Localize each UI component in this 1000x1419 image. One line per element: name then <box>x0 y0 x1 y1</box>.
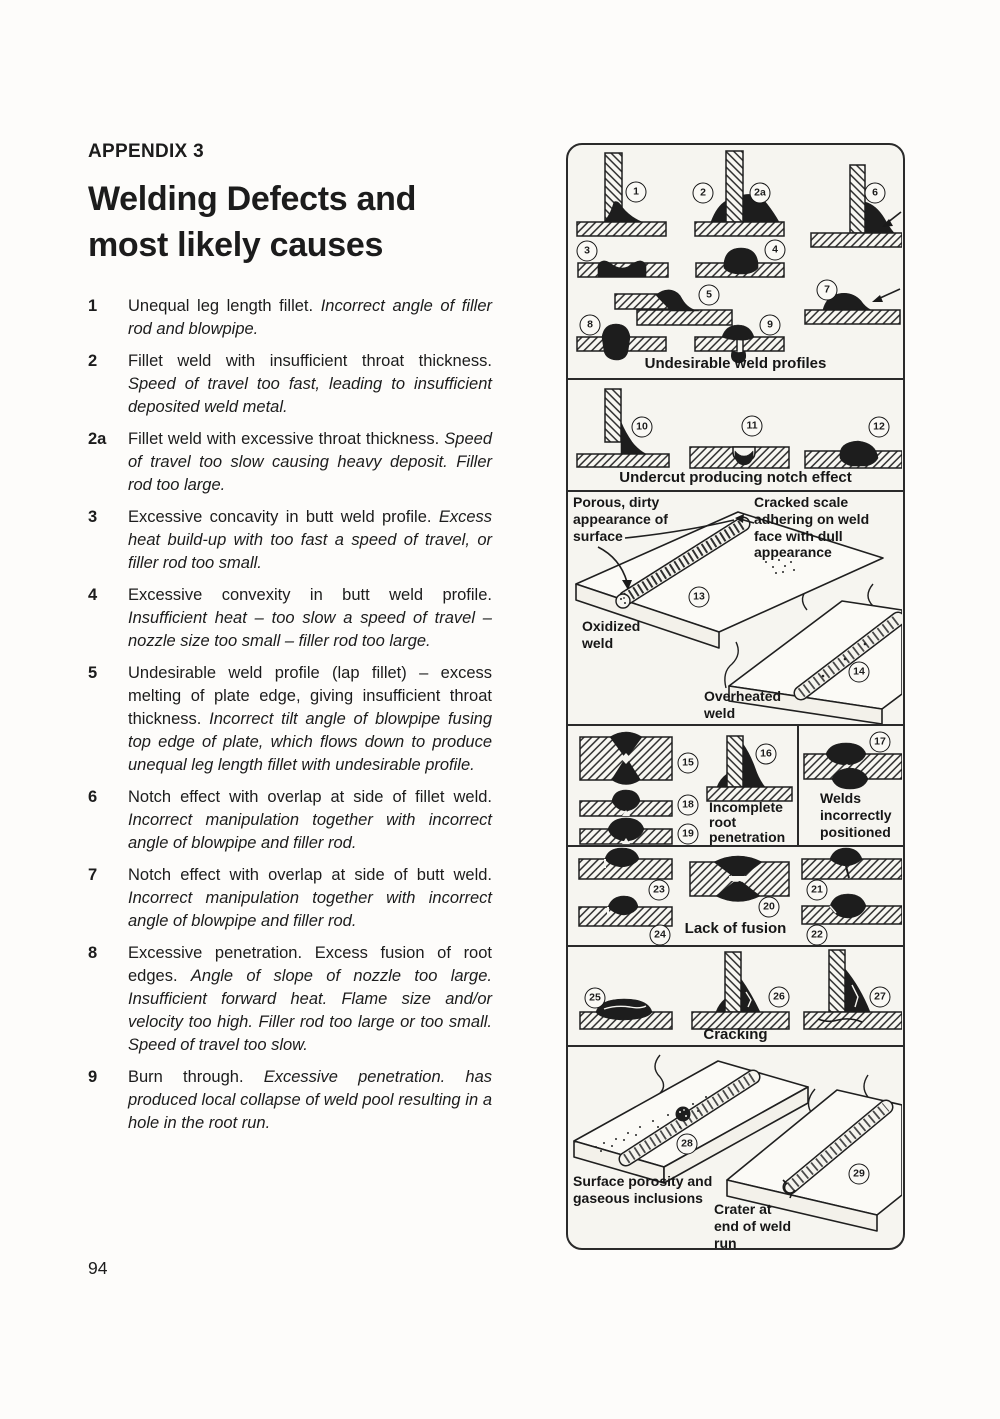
callout-23: 23 <box>649 880 670 901</box>
defect-name: Undesirable weld profile (lap fillet) – excess melting of plate edge, giving insufficient throat thickness. <box>128 664 492 728</box>
page-title-line1: Welding Defects and <box>88 180 417 218</box>
defect-name: Excessive penetration. Excess fusion of root edges. <box>128 944 492 985</box>
defect-name: Excessive concavity in butt weld profile. <box>128 508 432 526</box>
callout-13: 13 <box>689 587 710 608</box>
item-number: 9 <box>88 1068 98 1086</box>
section-undesirable-profiles <box>568 145 903 378</box>
callout-3: 3 <box>577 241 598 262</box>
diagram-17 <box>804 743 902 789</box>
defect-cause: Speed of travel too fast, leading to insufficient deposited weld metal. <box>128 375 492 416</box>
callout-1: 1 <box>626 182 647 203</box>
appendix-label: APPENDIX 3 <box>88 141 204 162</box>
callout-18: 18 <box>678 795 699 816</box>
callout-28: 28 <box>677 1134 698 1155</box>
page-number: 94 <box>88 1258 108 1278</box>
weld-profiles-svg <box>568 145 902 378</box>
callout-26: 26 <box>769 987 790 1008</box>
defect-list <box>88 295 492 1135</box>
section-lack-of-fusion <box>568 845 903 945</box>
defect-cause: Excess heat build-up with too fast a speed of travel, or filler rod too small. <box>128 508 492 572</box>
diagram-1 <box>577 153 666 236</box>
section-divider-vertical <box>797 726 799 845</box>
defect-name: Excessive convexity in butt weld profile. <box>128 586 492 604</box>
callout-8: 8 <box>580 315 601 336</box>
diagram-3 <box>578 261 668 277</box>
defect-cause: Angle of slope of nozzle too large. Insufficient forward heat. Flame size and/or velocity too high. Filler rod too large or too small. Speed of travel too slow. <box>128 967 492 1054</box>
callout-29: 29 <box>849 1164 870 1185</box>
item-number: 7 <box>88 866 98 884</box>
label-surface-porosity: Surface porosity and gaseous inclusions <box>573 1173 713 1206</box>
callout-9: 9 <box>760 315 781 336</box>
caption-incomplete-root: Incomplete root penetration <box>709 799 786 845</box>
callout-7: 7 <box>817 280 838 301</box>
callout-14: 14 <box>849 662 870 683</box>
callout-2: 2 <box>693 183 714 204</box>
caption-lack-of-fusion: Lack of fusion <box>684 920 787 937</box>
defect-name: Unequal leg length fillet. <box>128 297 314 315</box>
diagram-19 <box>580 818 672 844</box>
callout-16: 16 <box>756 744 777 765</box>
defect-name: Fillet weld with insufficient throat thickness. <box>128 352 492 370</box>
label-porous: Porous, dirty appearance of surface <box>573 494 668 544</box>
diagram-15 <box>580 732 672 785</box>
callout-5: 5 <box>699 285 720 306</box>
item-number: 2 <box>88 352 98 370</box>
caption-undercut: Undercut producing notch effect <box>619 469 852 486</box>
page-title-line2: most likely causes <box>88 226 384 264</box>
defect-name: Burn through. <box>128 1068 244 1086</box>
list-item <box>88 942 492 1057</box>
callout-17: 17 <box>870 732 891 753</box>
section-undercut <box>568 378 903 490</box>
section-porosity-crater <box>568 1045 903 1250</box>
list-item <box>88 1066 492 1135</box>
label-overheated-weld: Overheated weld <box>704 688 782 721</box>
callout-4: 4 <box>765 240 786 261</box>
label-cracked-scale: Cracked scale adhering on weld face with dull appearance <box>754 494 870 561</box>
list-item <box>88 662 492 777</box>
defect-cause: Incorrect manipulation together with incorrect angle of blowpipe and filler rod. <box>128 811 492 852</box>
defect-name: Fillet weld with excessive throat thickness. <box>128 430 440 448</box>
item-number: 5 <box>88 664 98 682</box>
callout-22: 22 <box>807 925 828 946</box>
callout-21: 21 <box>807 880 828 901</box>
diagram-11 <box>690 447 789 468</box>
diagram-16 <box>707 736 792 801</box>
defect-cause: Speed of travel too slow causing heavy deposit. Filler rod too large. <box>128 430 492 494</box>
caption-undesirable-profiles: Undesirable weld profiles <box>644 355 827 372</box>
item-number: 8 <box>88 944 98 962</box>
section-weld-surface <box>568 490 903 724</box>
defect-name: Notch effect with overlap at side of fillet weld. <box>128 788 492 806</box>
defect-cause: Excessive penetration. has produced local collapse of weld pool resulting in a hole in the root run. <box>128 1068 492 1132</box>
text-column <box>88 141 492 1144</box>
callout-20: 20 <box>759 897 780 918</box>
diagram-18 <box>580 790 672 816</box>
callout-12: 12 <box>869 417 890 438</box>
label-crater: Crater at end of weld run <box>714 1201 791 1250</box>
callout-15: 15 <box>678 753 699 774</box>
item-number: 4 <box>88 586 98 604</box>
diagram-6 <box>811 165 902 247</box>
list-item <box>88 864 492 933</box>
section-cracking <box>568 945 903 1045</box>
callout-6: 6 <box>865 183 886 204</box>
item-number: 2a <box>88 430 107 448</box>
callout-19: 19 <box>678 824 699 845</box>
diagram-20 <box>690 856 789 902</box>
list-item <box>88 584 492 653</box>
list-item <box>88 350 492 419</box>
callout-24: 24 <box>650 925 671 946</box>
item-number: 6 <box>88 788 98 806</box>
diagram-21 <box>802 848 902 879</box>
caption-welds-positioned: Welds incorrectly positioned <box>820 790 892 840</box>
defect-cause: Incorrect manipulation together with incorrect angle of blowpipe and filler rod. <box>128 889 492 930</box>
callout-27: 27 <box>870 987 891 1008</box>
caption-cracking: Cracking <box>703 1026 768 1043</box>
section-root-penetration <box>568 724 903 845</box>
callout-2a: 2a <box>750 183 771 204</box>
diagram-23 <box>579 848 672 879</box>
callout-11: 11 <box>742 416 763 437</box>
list-item <box>88 295 492 341</box>
label-oxidized-weld: Oxidized weld <box>582 618 641 651</box>
figure-panel <box>566 143 905 1250</box>
callout-10: 10 <box>632 417 653 438</box>
list-item <box>88 506 492 575</box>
defect-cause: Incorrect tilt angle of blowpipe fusing top edge of plate, which flows down to produce unequal leg length fillet with undesirable profile. <box>128 710 492 774</box>
defect-cause: Insufficient heat – too slow a speed of travel – nozzle size too small – filler rod too large. <box>128 609 492 650</box>
page-title <box>88 176 492 268</box>
list-item <box>88 786 492 855</box>
defect-cause: Incorrect angle of filler rod and blowpipe. <box>128 297 492 338</box>
diagram-12 <box>805 441 902 468</box>
item-number: 1 <box>88 297 98 315</box>
defect-name: Notch effect with overlap at side of butt weld. <box>128 866 492 884</box>
item-number: 3 <box>88 508 98 526</box>
callout-25: 25 <box>585 988 606 1009</box>
list-item <box>88 428 492 497</box>
diagram-10 <box>577 389 669 467</box>
